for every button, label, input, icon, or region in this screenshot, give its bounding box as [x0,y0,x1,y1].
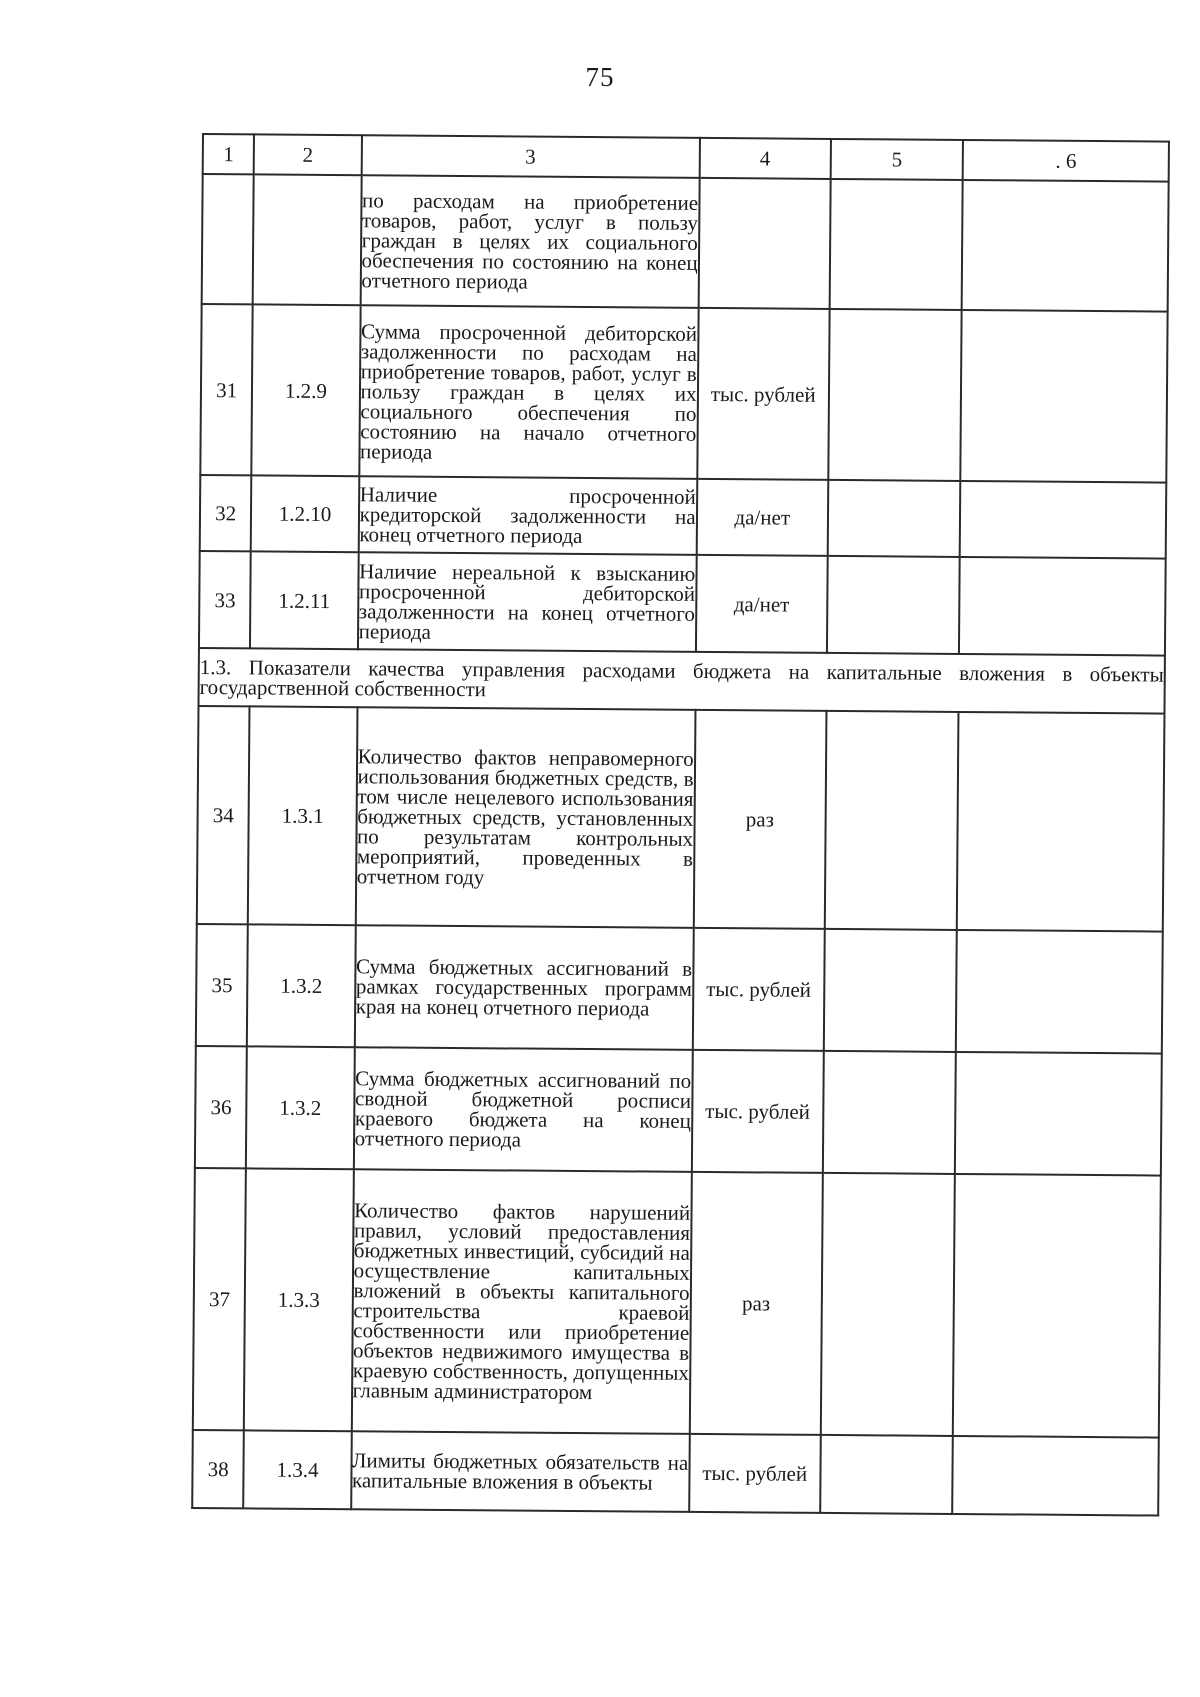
unit-of-measure: тыс. рублей [692,928,824,1051]
table-row [197,706,1165,932]
unit-of-measure: тыс. рублей [697,308,830,480]
value-cell-5 [828,480,961,557]
unit-of-measure [698,178,830,309]
value-cell-6 [960,481,1166,559]
row-number: 38 [192,1430,244,1508]
column-header-3: 3 [361,135,699,178]
row-number: 31 [200,304,253,475]
indicator-description: Количество фактов нарушений правил, условий предоставления бюджетных инвестиций, субсидий на осуществление капитальных вложений в объекты капитального строительства краевой собственности или приобретение объектов недвижимого имущества в краевую собственность, допущенных главным администратором [351,1169,691,1434]
value-cell-5 [830,179,963,310]
indicator-code: 1.3.1 [248,706,357,925]
value-cell-5 [820,1435,953,1514]
indicators-table [191,133,1170,1517]
column-header-6: . 6 [963,140,1169,182]
value-cell-6 [956,930,1163,1054]
row-number: 37 [193,1168,246,1430]
indicator-description: Наличие нереальной к взысканию просроченной дебиторской задолженности на конец отчетного периода [358,552,697,652]
indicator-description: Сумма бюджетных ассигнований по сводной бюджетной росписи краевого бюджета на конец отчетного периода [353,1047,692,1172]
table-row [195,1046,1162,1176]
value-cell-5 [827,556,960,654]
indicator-code: 1.3.2 [246,1046,354,1169]
column-header-5: 5 [831,139,964,180]
value-cell-6 [959,557,1165,656]
value-cell-6 [962,180,1169,312]
row-number: 36 [195,1046,247,1168]
value-cell-5 [828,309,962,481]
section-row [198,648,1164,714]
indicator-description: по расходам на приобретение товаров, работ, услуг в пользу граждан в целях их социального обеспечения по состоянию на конец отчетного периода [360,175,699,308]
unit-of-measure: да/нет [696,555,828,653]
page-number: 75 [585,62,615,92]
indicator-code: 1.3.3 [244,1168,353,1431]
table-row [199,551,1166,656]
table-row [196,924,1163,1054]
value-cell-5 [825,711,959,930]
row-number: 34 [197,706,250,924]
indicator-description: Наличие просроченной кредиторской задолженности на конец отчетного периода [358,476,697,555]
value-cell-5 [823,1051,956,1174]
indicator-description: Лимиты бюджетных обязательств на капитальные вложения в объекты [351,1431,690,1512]
column-header-1: 1 [203,134,255,174]
indicator-code [253,174,361,305]
row-number [202,174,254,304]
unit-of-measure: раз [689,1172,822,1435]
column-header-2: 2 [254,134,362,175]
unit-of-measure: тыс. рублей [691,1050,823,1173]
table-row [202,174,1169,312]
row-number: 32 [200,475,252,551]
row-number: 35 [196,924,248,1046]
table-row [193,1168,1161,1438]
unit-of-measure: да/нет [696,479,828,556]
value-cell-5 [824,929,957,1052]
indicator-description: Сумма просроченной дебиторской задолженности по расходам на приобретение товаров, работ, услуг в пользу граждан в целях их социального обеспечения по состоянию на начало отчетного периода [359,305,698,479]
value-cell-5 [821,1173,955,1436]
indicator-description: Количество фактов неправомерного использования бюджетных средств, в том числе нецелевого использования бюджетных средств, установленных по результатам контрольных мероприятий, проведенных в отчетном году [355,707,695,928]
unit-of-measure: тыс. рублей [689,1434,821,1513]
value-cell-6 [957,712,1164,932]
value-cell-6 [953,1174,1161,1438]
table-row [192,1430,1159,1516]
column-header-4: 4 [699,138,831,179]
value-cell-6 [955,1052,1162,1176]
indicator-code: 1.2.10 [251,475,359,552]
value-cell-6 [961,310,1168,483]
value-cell-6 [952,1436,1158,1516]
indicator-code: 1.3.2 [247,924,355,1047]
indicator-code: 1.2.9 [252,304,361,476]
table-row [200,304,1167,483]
section-heading: 1.3. Показатели качества управления расходами бюджета на капитальные вложения в объекты государственной собственности [198,648,1164,714]
unit-of-measure: раз [693,710,826,929]
indicator-description: Сумма бюджетных ассигнований в рамках государственных программ края на конец отчетного периода [354,925,693,1050]
table-row [200,475,1167,559]
indicator-code: 1.3.4 [244,1430,352,1509]
indicator-code: 1.2.11 [250,551,358,649]
row-number: 33 [199,551,251,648]
